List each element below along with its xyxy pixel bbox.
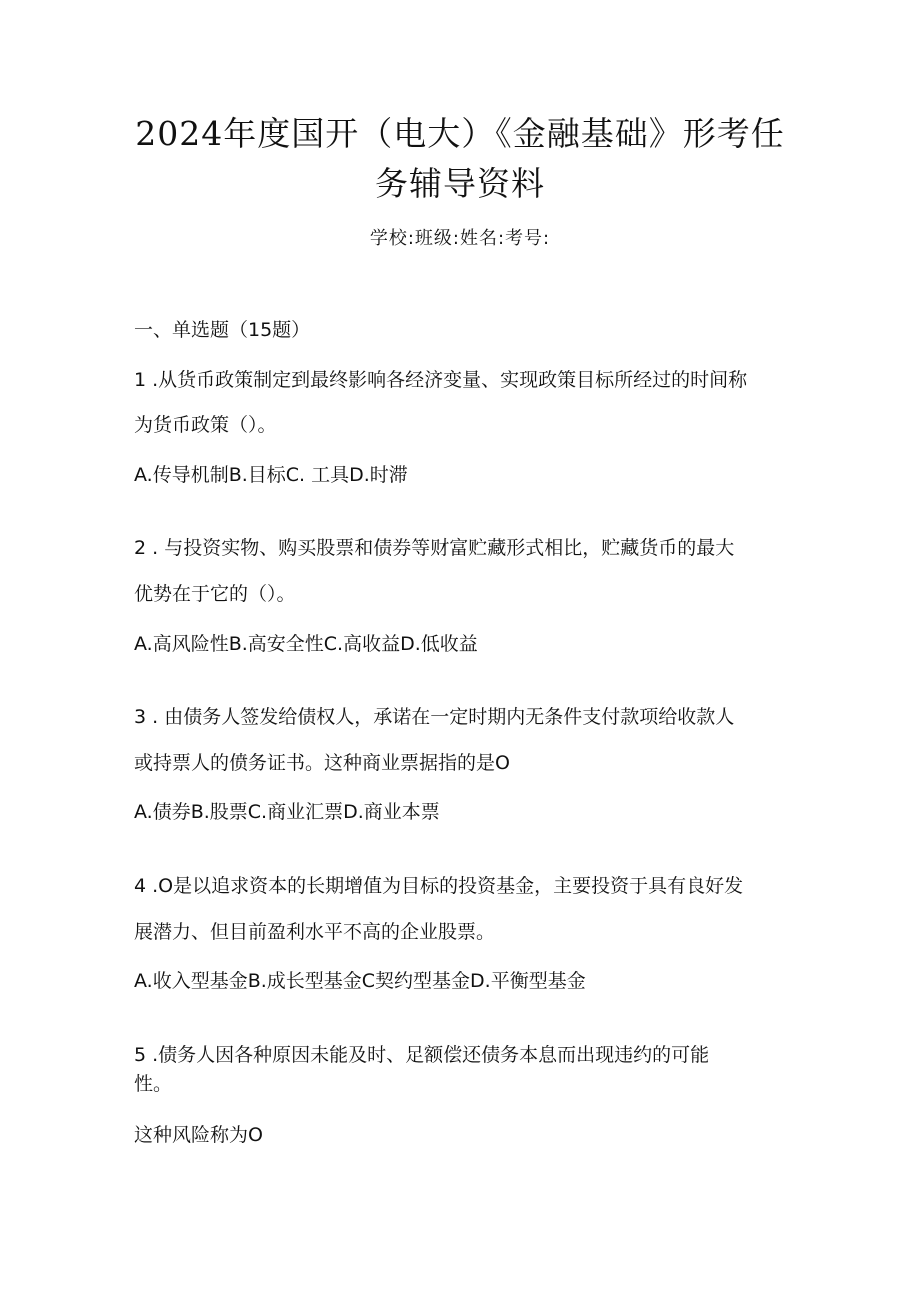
question-5-text-line-1: 5 .债务人因各种原因未能及时、足额偿还债务本息而出现违约的可能: [134, 1044, 710, 1066]
document-title-line-2: 务辅导资料: [375, 164, 545, 203]
question-3-options: A.债券B.股票C.商业汇票D.商业本票: [134, 801, 440, 823]
question-2-text-line-1: 2 . 与投资实物、购买股票和债券等财富贮藏形式相比，贮藏货币的最大: [134, 537, 735, 559]
question-5-text-line-3: 这种风险称为O: [134, 1124, 263, 1146]
question-1-text-line-2: 为货币政策（）。: [134, 414, 277, 436]
question-3-text-line-1: 3 . 由债务人签发给债权人，承诺在一定时期内无条件支付款项给收款人: [134, 706, 735, 728]
question-3-text-line-2: 或持票人的偾务证书。这种商业票据指的是O: [134, 752, 510, 774]
section-heading: 一、单选题（15题）: [134, 319, 311, 341]
question-1-options: A.传导机制B.目标C. 工具D.时滞: [134, 464, 408, 486]
question-5-text-line-2: 性。: [134, 1073, 173, 1095]
question-4-options: A.收入型基金B.成长型基金C契约型基金D.平衡型基金: [134, 970, 586, 992]
document-title-line-1: 2024年度国开（电大）《金融基础》形考任: [135, 114, 785, 153]
student-info-line: 学校:班级:姓名:考号:: [369, 228, 551, 249]
question-4-text-line-1: 4 .O是以追求资本的长期增值为目标的投资基金，主要投资于具有良好发: [134, 875, 744, 897]
question-1-text-line-1: 1 .从货币政策制定到最终影响各经济变量、实现政策目标所经过的时间称: [134, 369, 748, 391]
question-2-options: A.高风险性B.高安全性C.高收益D.低收益: [134, 633, 478, 655]
question-4-text-line-2: 展潜力、但目前盈利水平不高的企业股票。: [134, 921, 496, 943]
question-2-text-line-2: 优势在于它的（）。: [134, 583, 296, 605]
